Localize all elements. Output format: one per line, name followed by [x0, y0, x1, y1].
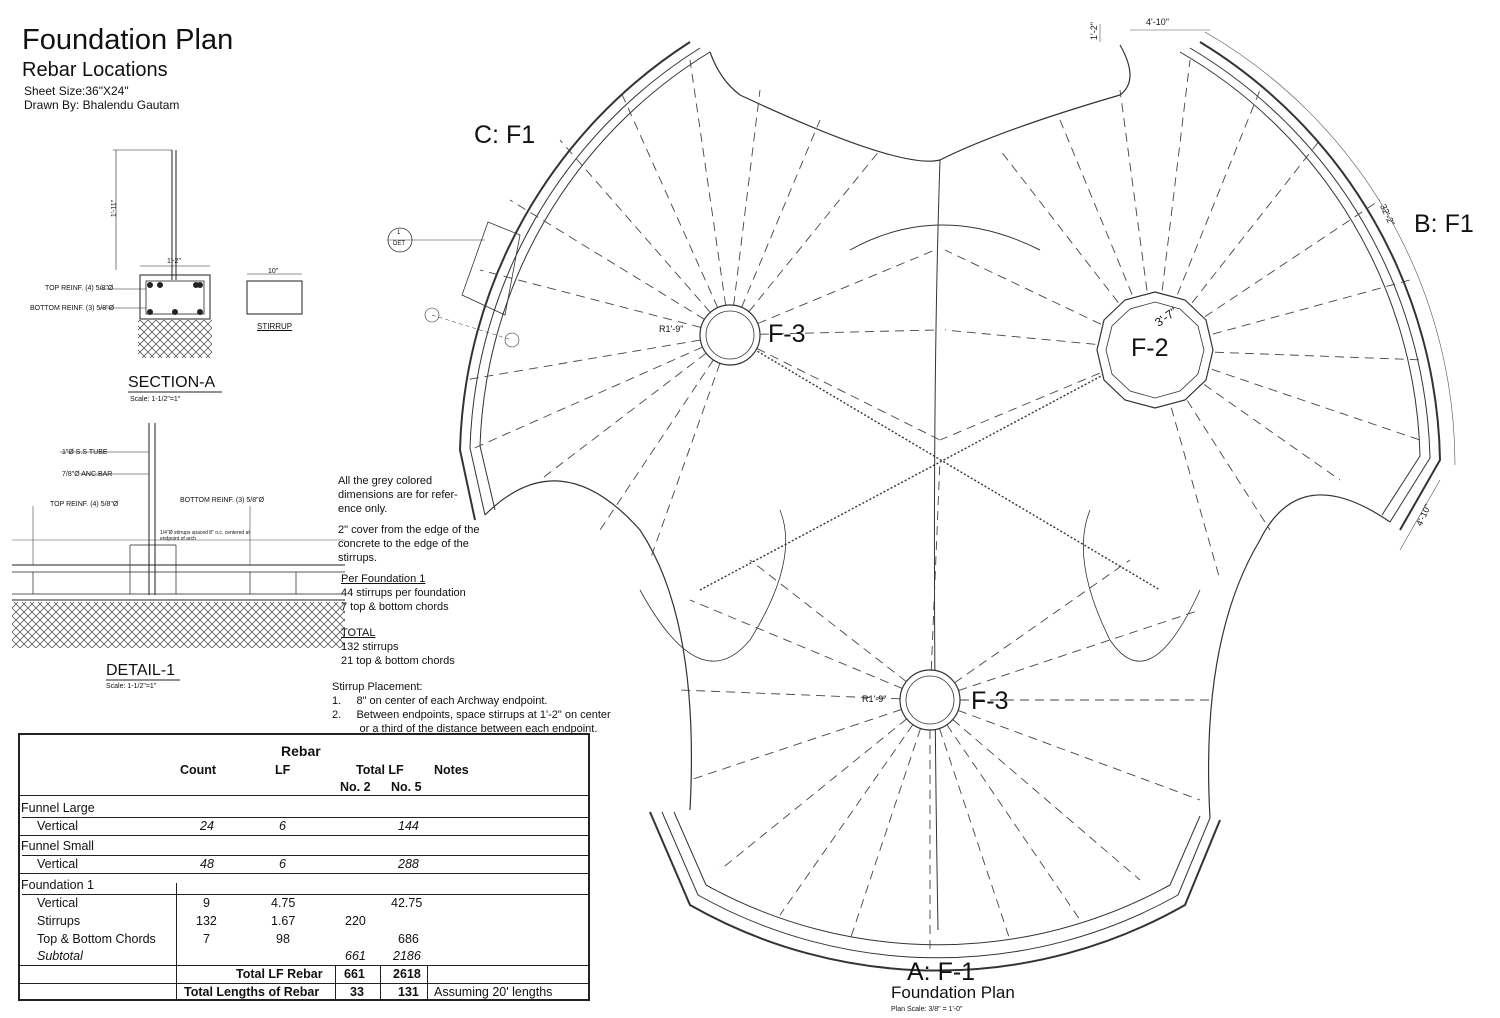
group-funnel-large: Funnel Large	[21, 801, 95, 815]
table-cell-no2: 661	[345, 949, 366, 963]
total-heading: TOTAL	[341, 627, 376, 639]
label-b-f1: B: F1	[1414, 210, 1474, 238]
col-total-lf: Total LF	[356, 763, 404, 777]
per-foundation-heading: Per Foundation 1	[341, 573, 426, 585]
total-len-no2: 33	[350, 985, 364, 999]
label-f3-bottom: F-3	[971, 687, 1009, 715]
label-f3-left: F-3	[768, 320, 806, 348]
table-row-label: Vertical	[37, 857, 78, 871]
col-no5: No. 5	[391, 780, 422, 794]
table-title: Rebar	[281, 743, 321, 759]
section-a-title: SECTION-A	[128, 374, 216, 391]
table-row-label: Top & Bottom Chords	[37, 932, 156, 946]
section-a-scale: Scale: 1-1/2"=1"	[130, 396, 181, 403]
total-lf-label: Total LF Rebar	[236, 967, 323, 981]
label-a-f1: A: F-1	[907, 958, 976, 986]
stirrup-label: STIRRUP	[257, 322, 293, 331]
total-2: 21 top & bottom chords	[341, 655, 455, 667]
dimension-lines	[1100, 24, 1455, 550]
plan-scale: Plan Scale: 3/8" = 1'-0"	[891, 1006, 963, 1013]
radius-bottom: R1'-9"	[862, 694, 887, 704]
label-f2: F-2	[1131, 334, 1169, 362]
detail-stirrup-note: 1/4"Ø stirrups spaced 8" o.c. centered at endpoint of arch	[160, 530, 250, 542]
table-cell-lf: 1.67	[271, 914, 296, 928]
table-cell-no5: 288	[398, 857, 419, 871]
table-cell-no2: 220	[345, 914, 366, 928]
stirrup-dim: 10"	[268, 268, 279, 275]
table-row-label: Subtotal	[37, 949, 83, 963]
notes-block	[332, 474, 611, 743]
total-lf-no2: 661	[344, 967, 365, 981]
table-row-label: Vertical	[37, 896, 78, 910]
table-row-label: Vertical	[37, 819, 78, 833]
total-lf-no5: 2618	[393, 967, 421, 981]
table-cell-lf: 4.75	[271, 896, 296, 910]
table-cell-count: 7	[203, 932, 210, 946]
per-foundation-2: 7 top & bottom chords	[341, 601, 449, 613]
table-cell-no5: 144	[398, 819, 419, 833]
sheet-size: Sheet Size:36"X24"	[24, 84, 129, 98]
note-grey-1: All the grey colored	[338, 475, 433, 487]
dim-top: 4'-10"	[1146, 17, 1169, 27]
detail-tag	[388, 222, 520, 347]
table-row-label: Stirrups	[37, 914, 81, 928]
note-grey-3: ence only.	[338, 503, 388, 515]
table-cell-no5: 686	[398, 932, 419, 946]
total-1: 132 stirrups	[341, 641, 399, 653]
detail-bottom-reinf: BOTTOM REINF. (3) 5/8"Ø	[180, 497, 265, 504]
table-cell-no5: 42.75	[391, 896, 423, 910]
total-len-label: Total Lengths of Rebar	[184, 985, 320, 999]
detail-1-title: DETAIL-1	[106, 662, 176, 679]
det-tag-label: DET	[393, 241, 405, 247]
table-cell-no5: 2186	[393, 949, 421, 963]
radius-f2: 3'-7"	[1152, 304, 1180, 330]
group-foundation-1: Foundation 1	[21, 878, 94, 892]
plan-title: Foundation Plan	[891, 983, 1015, 1002]
section-a-dim-height: 1'-11"	[111, 199, 119, 218]
table-cell-count: 48	[200, 857, 214, 871]
table-cell-lf: 98	[276, 932, 290, 946]
rebar-table	[18, 733, 590, 1001]
total-len-no5: 131	[398, 985, 419, 999]
table-cell-count: 132	[196, 914, 217, 928]
note-grey-2: dimensions are for refer-	[338, 489, 458, 501]
detail-top-reinf: TOP REINF. (4) 5/8"Ø	[50, 501, 119, 508]
col-lf: LF	[275, 763, 291, 777]
per-foundation-1: 44 stirrups per foundation	[341, 587, 466, 599]
table-cell-count: 24	[200, 819, 214, 833]
drawn-by: Drawn By: Bhalendu Gautam	[24, 98, 180, 112]
dim-right-arc: 32'-2"	[1378, 202, 1397, 228]
funnel-f3-left	[700, 305, 760, 365]
note-cover-2: concrete to the edge of the	[338, 538, 469, 550]
col-notes: Notes	[434, 763, 469, 777]
dim-right: 4'-10"	[1414, 502, 1433, 528]
placement-1: 1. 8" on center of each Archway endpoint.	[332, 695, 548, 707]
note-cover-3: stirrups.	[338, 552, 378, 564]
dim-top-side: 1'-2"	[1088, 22, 1099, 40]
placement-3: or a third of the distance between each endpoint.	[332, 723, 598, 735]
radius-left: R1'-9"	[659, 324, 684, 334]
table-cell-lf: 6	[279, 857, 286, 871]
funnel-f3-bottom	[900, 670, 960, 730]
col-count: Count	[180, 763, 217, 777]
detail-tube: 1"Ø S.S TUBE	[62, 449, 108, 456]
group-funnel-small: Funnel Small	[21, 839, 94, 853]
section-a-top-reinf: TOP REINF. (4) 5/8"Ø	[45, 285, 114, 292]
detail-1-scale: Scale: 1-1/2"=1"	[106, 683, 157, 690]
placement-2: 2. Between endpoints, space stirrups at 1'-2" on center	[332, 709, 611, 721]
section-a-dim-width: 1'-2"	[167, 258, 181, 265]
page-subtitle: Rebar Locations	[22, 59, 168, 81]
section-a-bottom-reinf: BOTTOM REINF. (3) 5/8"Ø	[30, 305, 115, 312]
note-cover-1: 2" cover from the edge of the	[338, 524, 480, 536]
label-c-f1: C: F1	[474, 121, 536, 149]
page-title: Foundation Plan	[22, 24, 234, 56]
table-cell-count: 9	[203, 896, 210, 910]
placement-heading: Stirrup Placement:	[332, 681, 423, 693]
table-cell-lf: 6	[279, 819, 286, 833]
total-len-note: Assuming 20' lengths	[434, 985, 553, 999]
detail-anc-bar: 7/8"Ø ANC.BAR	[62, 471, 113, 478]
col-no2: No. 2	[340, 780, 371, 794]
det-tag-number: 1	[397, 230, 401, 236]
